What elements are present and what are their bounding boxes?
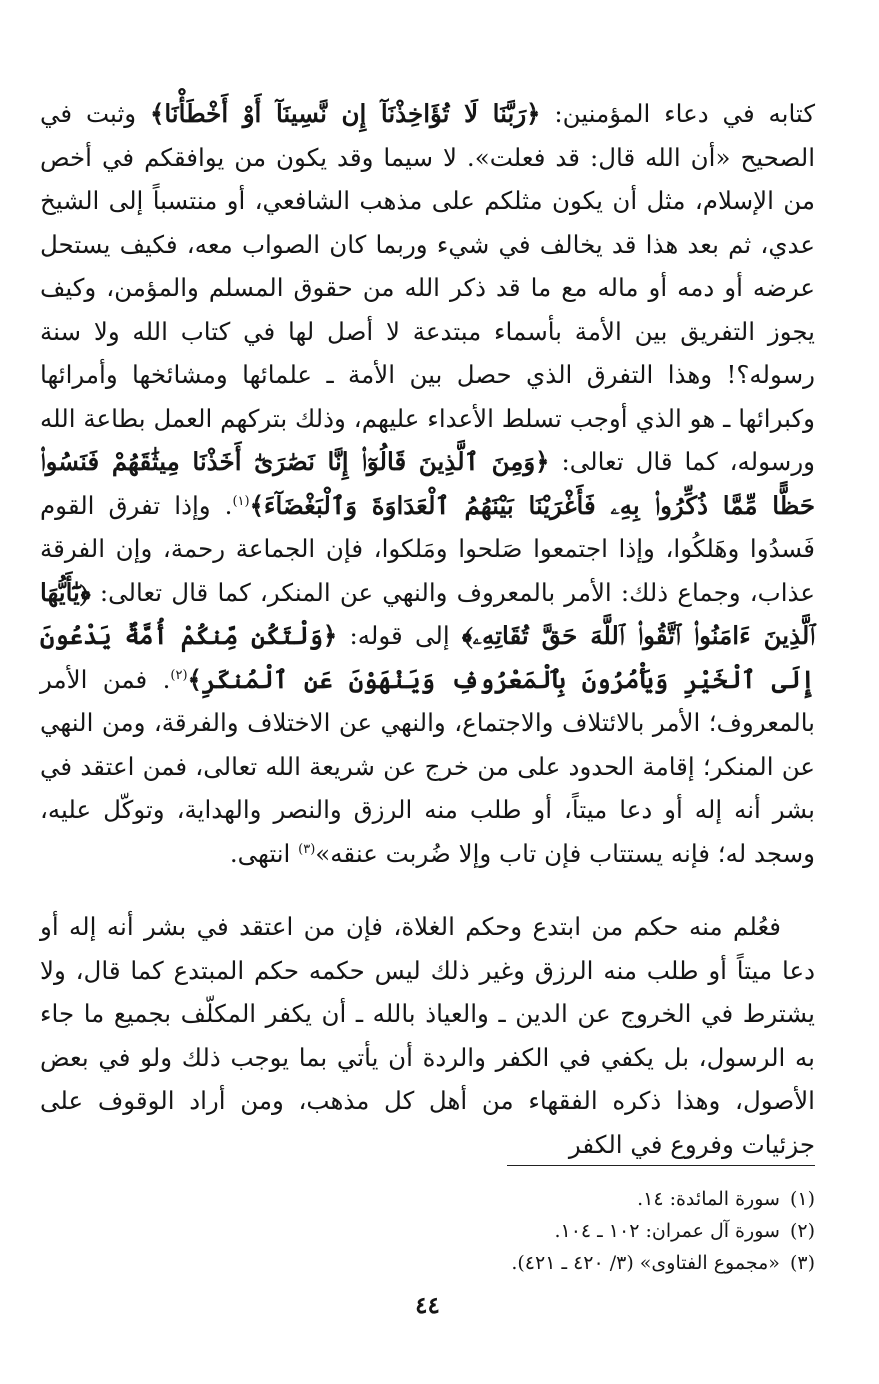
paragraph-2	[40, 905, 815, 1166]
footnote-number: (١)	[789, 1188, 815, 1210]
text-segment: انتهى.	[229, 838, 299, 868]
footnote-number: (٢)	[789, 1220, 815, 1242]
footnote-text: سورة المائدة: ١٤.	[637, 1188, 780, 1210]
text-segment: وثبت في الصحيح «أن الله قال: قد فعلت». لا سيما وقد يكون من يوافقكم في أخص من الإسلام، مثل أن يكون مثلكم على مذهب الشافعي، أو منتسباً إلى الشيخ عدي، ثم بعد هذا قد يخالف في شيء وربما كان الصواب معه، فكيف يستحل عرضه أو دمه أو ماله مع ما قد ذكر الله من حقوق المسلم والمؤمن، وكيف يجوز التفريق بين الأمة بأسماء مبتدعة لا أصل لها في كتاب الله ولا سنة رسوله؟! وهذا التفرق الذي حصل بين الأمة ـ علمائها ومشائخها وأمرائها وكبرائها ـ هو الذي أوجب تسلط الأعداء عليهم، وذلك بتركهم العمل بطاعة الله ورسوله، كما قال تعالى:	[40, 99, 815, 476]
text-segment: فعُلم منه حكم من ابتدع وحكم الغلاة، فإن من اعتقد في بشر أنه إله أو دعا ميتاً أو طلب منه الرزق وغير ذلك ليس حكمه حكم المبتدع كما قال، ولا يشترط في الخروج عن الدين ـ والعياذ بالله ـ أن يكفر المكلّف بجميع ما جاء به الرسول، بل يكفي في الكفر والردة أن يأتي بما يوجب ذلك ولو في بعض الأصول، وهذا ذكره الفقهاء من أهل كل مذهب، ومن أراد الوقوف على جزئيات وفروع في الكفر	[40, 912, 815, 1159]
text-segment: . وإذا تفرق القوم فَسدُوا وهَلكُوا، وإذا اجتمعوا صَلحوا ومَلكوا، فإن الجماعة رحمة، وإن الفرقة عذاب، وجماع ذلك: الأمر بالمعروف والنهي عن المنكر، كما قال تعالى:	[40, 490, 815, 607]
footnote-ref-1: (١)	[232, 493, 250, 509]
quran-verse: ﴿رَبَّنَا لَا تُؤَاخِذْنَآ إِن نَّسِينَآ أَوْ أَخْطَأْنَا﴾	[149, 99, 541, 128]
quran-verse: ﴿وَلْتَكُن مِّنكُمْ أُمَّةٌ يَدْعُونَ إِلَى ٱلْخَيْرِ وَيَأْمُرُونَ بِٱلْمَعْرُوفِ وَيَنْهَوْنَ عَنِ ٱلْمُنكَرِ﴾	[40, 621, 815, 694]
book-page	[40, 92, 815, 1382]
footnotes-list	[40, 1183, 815, 1279]
page-number: ٤٤	[415, 1292, 440, 1319]
text-segment: . فمن الأمر بالمعروف؛ الأمر بالائتلاف والاجتماع، والنهي عن الاختلاف والفرقة، ومن النهي عن المنكر؛ إقامة الحدود على من خرج عن شريعة الله تعالى، فمن اعتقد في بشر أنه إله أو دعا ميتاً، أو طلب منه الرزق والنصر والهداية، وتوكّل عليه، وسجد له؛ فإنه يستتاب فإن تاب وإلا ضُربت عنقه»	[40, 664, 815, 868]
footnote-ref-2: (٢)	[170, 667, 188, 683]
paragraph-1	[40, 92, 815, 875]
footnote-text: سورة آل عمران: ١٠٢ ـ ١٠٤.	[554, 1220, 780, 1242]
text-segment: كتابه في دعاء المؤمنين:	[540, 99, 815, 128]
quran-verse: ﴿وَمِنَ ٱلَّذِينَ قَالُوٓا۟ إِنَّا نَصَٰرَىٰٓ أَخَذْنَا مِيثَٰقَهُمْ فَنَسُوا۟ حَظًّا مِّمَّا ذُكِّرُوا۟ بِهِۦ فَأَغْرَيْنَا بَيْنَهُمُ ٱلْعَدَاوَةَ وَٱلْبَغْضَآءَ﴾	[40, 447, 815, 520]
footnote-divider	[507, 1165, 815, 1166]
footnote-number: (٣)	[789, 1252, 815, 1274]
text-segment: إلى قوله:	[337, 621, 462, 650]
footnote-item	[40, 1215, 815, 1247]
footnote-item	[40, 1183, 815, 1215]
footnote-text: «مجموع الفتاوى» (٣/ ٤٢٠ ـ ٤٢١).	[511, 1252, 780, 1274]
footnote-ref-3: (٣)	[298, 841, 316, 857]
quran-verse: ﴿يَٰٓأَيُّهَا ٱلَّذِينَ ءَامَنُوا۟ ٱتَّقُوا۟ ٱللَّهَ حَقَّ تُقَاتِهِۦ﴾	[40, 577, 816, 650]
footnote-item	[40, 1247, 815, 1279]
